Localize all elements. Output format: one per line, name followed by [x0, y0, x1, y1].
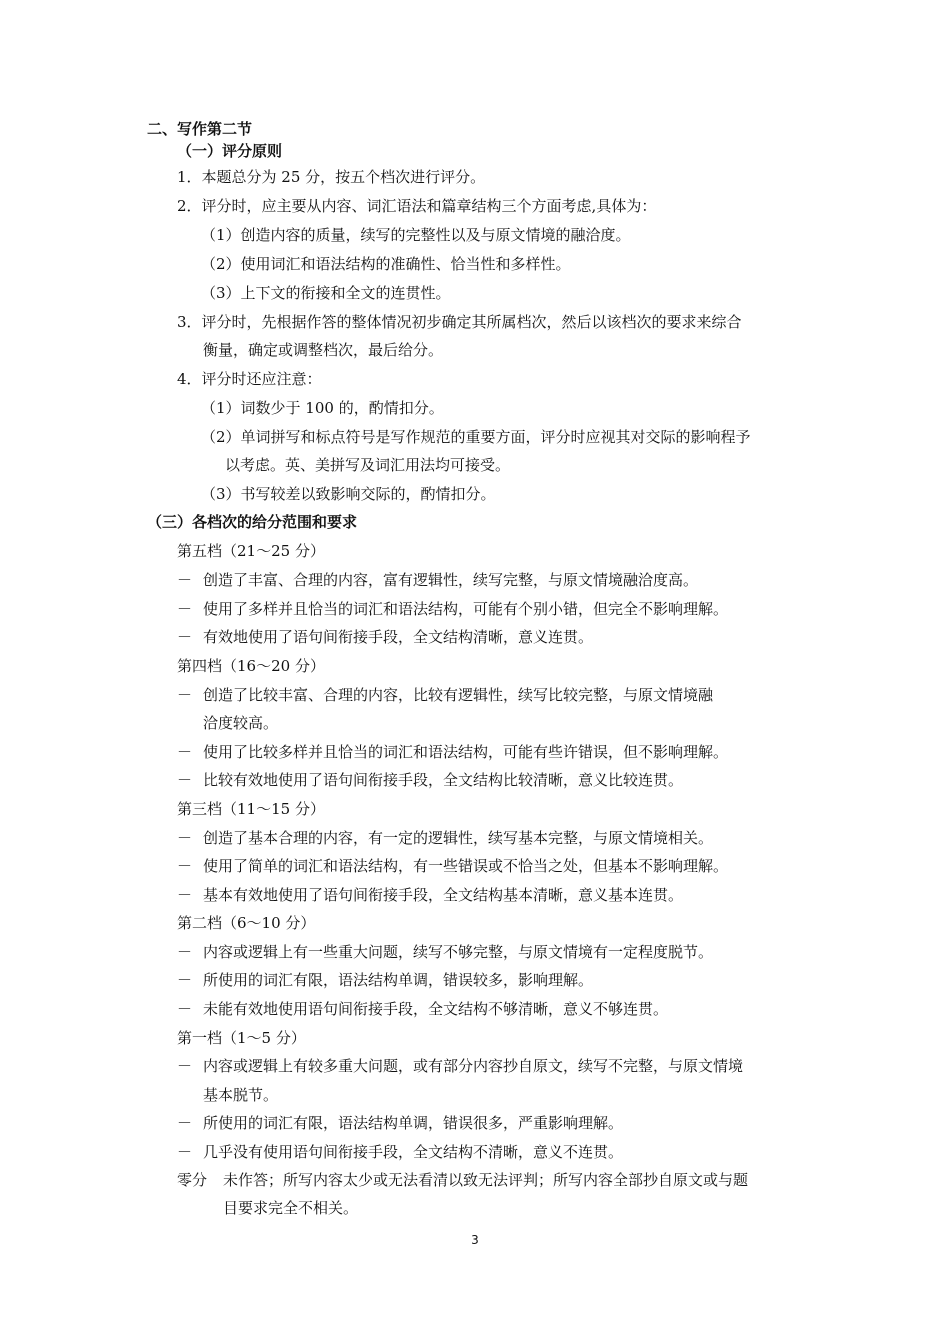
level-2-title: 第二档（6～10 分） — [177, 914, 316, 932]
level-2-item — [177, 999, 668, 1019]
level-2-item — [177, 970, 593, 990]
principle-item-4-sub-2-cont: 以考虑。英、美拼写及词汇用法均可接受。 — [225, 456, 511, 474]
level-5-item-text: 使用了多样并且恰当的词汇和语法结构，可能有个别小错，但完全不影响理解。 — [203, 600, 729, 618]
level-4-item-text: 比较有效地使用了语句间衔接手段，全文结构比较清晰，意义比较连贯。 — [203, 771, 684, 789]
level-3-item — [177, 885, 683, 905]
principle-item-3: 3．评分时，先根据作答的整体情况初步确定其所属档次，然后以该档次的要求来综合 — [177, 313, 742, 331]
level-5-item-text: 创造了丰富、合理的内容，富有逻辑性，续写完整，与原文情境融洽度高。 — [203, 571, 699, 589]
level-1-item-text: 几乎没有使用语句间衔接手段，全文结构不清晰，意义不连贯。 — [203, 1143, 624, 1161]
principle-item-4: 4．评分时还应注意： — [177, 370, 322, 388]
dash-bullet: － — [177, 628, 193, 646]
dash-bullet: － — [177, 743, 193, 761]
principle-item-4-sub-1: （1）词数少于 100 的，酌情扣分。 — [201, 399, 444, 417]
dash-bullet: － — [177, 1000, 193, 1018]
dash-bullet: － — [177, 600, 193, 618]
zero-score-cont: 目要求完全不相关。 — [223, 1199, 359, 1217]
level-2-item — [177, 942, 713, 962]
zero-score-text: 未作答；所写内容太少或无法看清以致无法评判；所写内容全部抄自原文或与题 — [223, 1171, 749, 1189]
level-1-item — [177, 1056, 743, 1076]
zero-score-label: 零分 — [177, 1171, 208, 1189]
dash-bullet: － — [177, 943, 193, 961]
principle-item-1: 1．本题总分为 25 分，按五个档次进行评分。 — [177, 168, 486, 186]
level-5-item — [177, 627, 593, 647]
level-4-item — [177, 770, 683, 790]
level-3-item-text: 创造了基本合理的内容，有一定的逻辑性，续写基本完整，与原文情境相关。 — [203, 829, 714, 847]
level-1-item — [177, 1113, 623, 1133]
level-5-title: 第五档（21～25 分） — [177, 542, 325, 560]
dash-bullet: － — [177, 829, 193, 847]
dash-bullet: － — [177, 771, 193, 789]
level-5-item-text: 有效地使用了语句间衔接手段，全文结构清晰，意义连贯。 — [203, 628, 594, 646]
principle-item-2: 2．评分时，应主要从内容、词汇语法和篇章结构三个方面考虑,具体为： — [177, 197, 657, 215]
level-1-item-text: 所使用的词汇有限，语法结构单调，错误很多，严重影响理解。 — [203, 1114, 624, 1132]
level-3-item-text: 基本有效地使用了语句间衔接手段，全文结构基本清晰，意义基本连贯。 — [203, 886, 684, 904]
level-1-title: 第一档（1～5 分） — [177, 1029, 306, 1047]
level-2-item-text: 所使用的词汇有限，语法结构单调，错误较多，影响理解。 — [203, 971, 594, 989]
level-3-item-text: 使用了简单的词汇和语法结构，有一些错误或不恰当之处，但基本不影响理解。 — [203, 857, 729, 875]
level-3-item — [177, 856, 728, 876]
dash-bullet: － — [177, 686, 193, 704]
level-4-item-text: 使用了比较多样并且恰当的词汇和语法结构，可能有些许错误，但不影响理解。 — [203, 743, 729, 761]
level-1-item-cont: 基本脱节。 — [203, 1086, 279, 1104]
level-3-title: 第三档（11～15 分） — [177, 800, 325, 818]
zero-score-row — [177, 1170, 748, 1190]
principles-heading: （一）评分原则 — [177, 142, 283, 160]
level-1-item — [177, 1142, 623, 1162]
level-4-item — [177, 685, 713, 705]
dash-bullet: － — [177, 1057, 193, 1075]
principle-item-4-sub-2: （2）单词拼写和标点符号是写作规范的重要方面，评分时应视其对交际的影响程予 — [201, 428, 751, 446]
dash-bullet: － — [177, 571, 193, 589]
level-4-item-cont: 洽度较高。 — [203, 714, 279, 732]
level-1-item-text: 内容或逻辑上有较多重大问题，或有部分内容抄自原文，续写不完整，与原文情境 — [203, 1057, 744, 1075]
dash-bullet: － — [177, 1143, 193, 1161]
dash-bullet: － — [177, 857, 193, 875]
dash-bullet: － — [177, 886, 193, 904]
principle-item-2-sub-2: （2）使用词汇和语法结构的准确性、恰当性和多样性。 — [201, 255, 571, 273]
section-title: 二、写作第二节 — [147, 120, 253, 138]
level-2-item-text: 内容或逻辑上有一些重大问题，续写不够完整，与原文情境有一定程度脱节。 — [203, 943, 714, 961]
principle-item-3-cont: 衡量，确定或调整档次，最后给分。 — [203, 341, 444, 359]
level-4-item-text: 创造了比较丰富、合理的内容，比较有逻辑性，续写比较完整，与原文情境融 — [203, 686, 714, 704]
principle-item-2-sub-3: （3）上下文的衔接和全文的连贯性。 — [201, 284, 451, 302]
level-2-item-text: 未能有效地使用语句间衔接手段，全文结构不够清晰，意义不够连贯。 — [203, 1000, 669, 1018]
levels-heading: （三）各档次的给分范围和要求 — [147, 513, 358, 531]
page-number: 3 — [471, 1233, 479, 1247]
level-3-item — [177, 828, 713, 848]
level-5-item — [177, 599, 728, 619]
principle-item-2-sub-1: （1）创造内容的质量，续写的完整性以及与原文情境的融洽度。 — [201, 226, 631, 244]
level-5-item — [177, 570, 698, 590]
dash-bullet: － — [177, 1114, 193, 1132]
dash-bullet: － — [177, 971, 193, 989]
level-4-title: 第四档（16～20 分） — [177, 657, 325, 675]
principle-item-4-sub-3: （3）书写较差以致影响交际的，酌情扣分。 — [201, 485, 496, 503]
level-4-item — [177, 742, 728, 762]
